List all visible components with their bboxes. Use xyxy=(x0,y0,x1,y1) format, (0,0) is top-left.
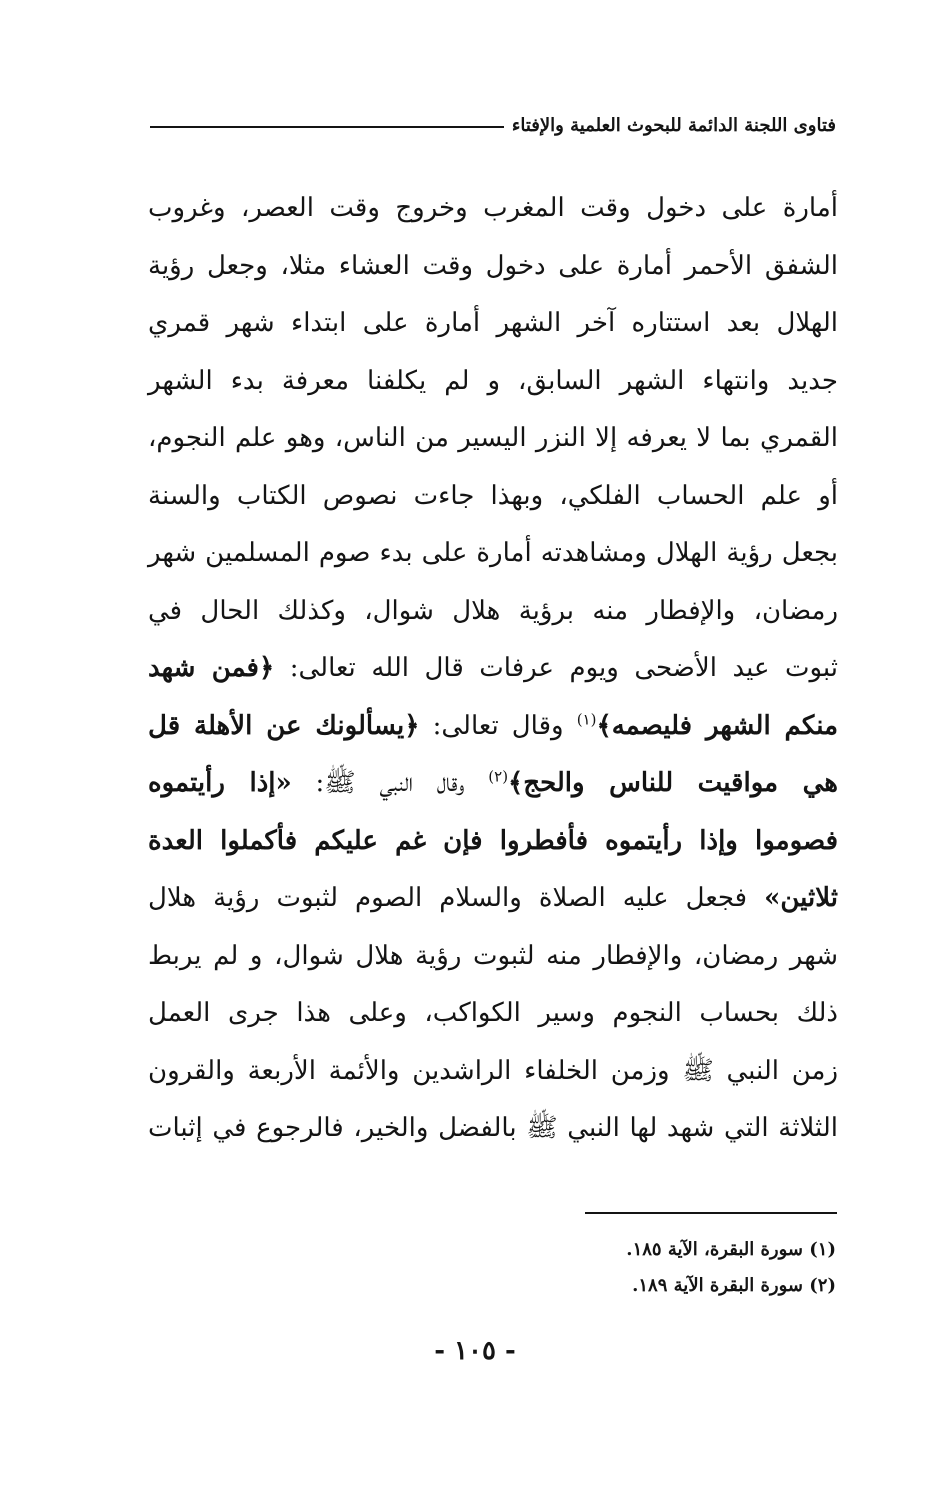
body-text xyxy=(148,180,838,1158)
body-line xyxy=(148,698,838,756)
text-segment: الثلاثة التي شهد لها النبي ﷺ بالفضل والخير، فالرجوع في إثبات xyxy=(148,1113,838,1143)
footnote-2: (٢) سورة البقرة الآية ١٨٩. xyxy=(632,1275,836,1296)
body-line xyxy=(148,410,838,468)
body-line xyxy=(148,295,838,353)
text-segment: أمارة على دخول وقت المغرب وخروج وقت العصر، وغروب xyxy=(148,193,838,223)
page-number: - ١٠٥ - xyxy=(434,1336,516,1366)
body-line xyxy=(148,238,838,296)
text-segment: أو علم الحساب الفلكي، وبهذا جاءت نصوص الكتاب والسنة xyxy=(148,480,838,511)
text-segment: فجعل عليه الصلاة والسلام الصوم لثبوت رؤية هلال xyxy=(148,883,765,913)
body-line xyxy=(148,468,838,526)
footnote-1: (١) سورة البقرة، الآية ١٨٥. xyxy=(626,1239,836,1260)
text-segment: بجعل رؤية الهلال ومشاهدته أمارة على بدء صوم المسلمين شهر xyxy=(148,538,838,568)
body-line xyxy=(148,813,838,871)
footnote-marker: (١) xyxy=(576,709,597,728)
body-line xyxy=(148,755,838,813)
quoted-text: «إذا رأيتموه xyxy=(148,768,292,798)
body-line xyxy=(148,583,838,641)
quoted-text: ﴿يسألونك عن الأهلة قل xyxy=(148,710,420,741)
quoted-text: فصوموا وإذا رأيتموه فأفطروا فإن غم عليكم فأكملوا العدة xyxy=(148,825,838,856)
quoted-text: هي مواقيت للناس والحج﴾ xyxy=(508,768,838,798)
quoted-text: ثلاثين» xyxy=(764,883,838,913)
text-segment: وقال النبي ﷺ: xyxy=(291,768,489,798)
text-segment: ثبوت عيد الأضحى ويوم عرفات قال الله تعالى: xyxy=(274,653,838,683)
running-header xyxy=(150,108,836,142)
text-segment: الهلال بعد استتاره آخر الشهر أمارة على ابتداء شهر قمري xyxy=(148,308,838,338)
body-line xyxy=(148,525,838,583)
body-line xyxy=(148,870,838,928)
footnotes xyxy=(150,1232,836,1304)
text-segment: القمري بما لا يعرفه إلا النزر اليسير من الناس، وهو علم النجوم، xyxy=(148,423,838,453)
text-segment: شهر رمضان، والإفطار منه لثبوت رؤية هلال شوال، و لم يربط xyxy=(148,940,838,971)
text-segment: وقال تعالى: xyxy=(419,710,577,741)
body-line xyxy=(148,1100,838,1158)
body-line xyxy=(148,1043,838,1101)
text-segment: رمضان، والإفطار منه برؤية هلال شوال، وكذلك الحال في xyxy=(148,595,838,626)
header-title: فتاوى اللجنة الدائمة للبحوث العلمية والإفتاء xyxy=(511,114,836,136)
text-segment: زمن النبي ﷺ وزمن الخلفاء الراشدين والأئمة الأربعة والقرون xyxy=(148,1055,838,1086)
body-line xyxy=(148,353,838,411)
body-line xyxy=(148,985,838,1043)
footnote-marker: (٢) xyxy=(488,767,509,786)
quoted-text: ﴿فمن شهد xyxy=(148,653,275,683)
footnote-separator xyxy=(585,1212,837,1214)
header-rule xyxy=(150,126,504,128)
text-segment: ذلك بحساب النجوم وسير الكواكب، وعلى هذا جرى العمل xyxy=(148,998,838,1028)
body-line xyxy=(148,640,838,698)
text-segment: الشفق الأحمر أمارة على دخول وقت العشاء مثلا، وجعل رؤية xyxy=(148,250,838,281)
body-line xyxy=(148,928,838,986)
text-segment: جديد وانتهاء الشهر السابق، و لم يكلفنا معرفة بدء الشهر xyxy=(148,365,838,396)
quoted-text: منكم الشهر فليصمه﴾ xyxy=(596,710,838,741)
body-line xyxy=(148,180,838,238)
